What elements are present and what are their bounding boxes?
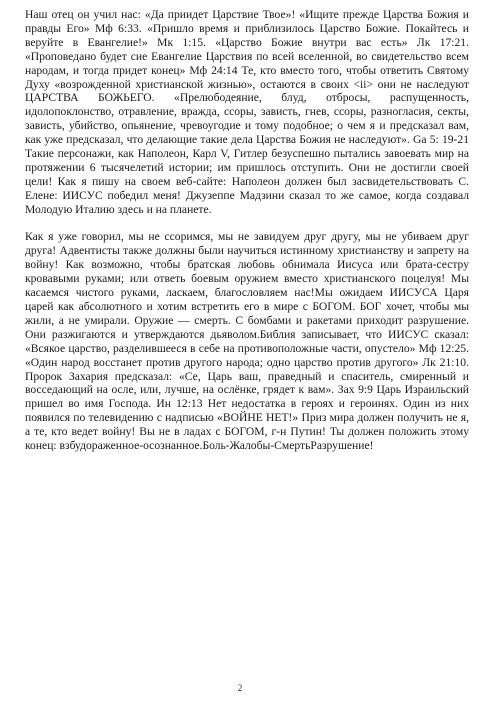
paragraph-2: Как я уже говорил, мы не ссоримся, мы не завидуем друг другу, мы не убиваем друг друга! Адвентисты также должны были научиться истинному христианству и запрету на войну! Как возможно, чтобы братская любовь обнимала Иисуса или брата-сестру кровавыми руками; или ответь боевым оружием вместо христианского поцелуя! Мы касаемся чистого руками, ласкаем, благословляем нас!Мы ожидаем ИИСУСА Царя царей как абсолютного и хотим встретить его в мире с БОГОМ. БОГ хочет, чтобы мы жили, а не умирали. Оружие — смерть. С бомбами и ракетами приходит разрушение. Они разжигаются и утверждаются дьяволом.Библия записывает, что ИИСУС сказал: «Всякое царство, разделившееся в себе на противоположные части, опустело» Мф 12:25. «Один народ восстанет против другого народа; одно царство против другого» Лк 21:10. Пророк Захария предсказал: «Се, Царь ваш, праведный и спаситель, смиренный и восседающий на осле, или, лучше, на ослёнке, грядет к вам». Зах 9:9 Царь Израильский пришел во имя Господа. Ин 12:13 Нет недостатка в героях и героинях. Один из них появился по телевидению с надписью «ВОЙНЕ НЕТ!» Приз мира должен получить не я, а те, кто ведет войну! Вы не в ладах с БОГОМ, г-н Путин! Ты должен положить этому конец: взбудораженное-осознанное.Боль-Жалобы-СмертьРазрушение! — [25, 230, 469, 453]
page-number: 2 — [237, 684, 243, 694]
paragraph-1: Наш отец он учил нас: «Да приидет Царствие Твое»! «Ищите прежде Царства Божия и правды Его» Мф 6:33. «Пришло время и приблизилось Царство Божие. Покайтесь и веруйте в Евангелие!» Мк 1:15. «Царство Божие внутри вас есть» Лк 17:21. «Проповедано будет сие Евангелие Царствия по всей вселенной, во свидетельство всем народам, и тогда придет конец» Мф 24:14 Те, кто вместо того, чтобы ответить Святому Духу «возрожденной христианской жизнью», остаются в своих <ii> они не наследуют ЦАРСТВА БОЖЬЕГО. «Прелюбодеяние, блуд, отбросы, распущенность, идолопоклонство, отравление, вражда, ссоры, зависть, гнев, ссоры, разногласия, секты, зависть, убийство, опьянение, чревоугодие и тому подобное; о чем я и предсказал вам, как уже предсказал, что делающие такие дела Царства Божия не наследуют». Ga 5: 19-21 Такие персонажи, как Наполеон, Карл V, Гитлер безуспешно пытались завоевать мир на протяжении 6 тысячелетий истории; им пришлось отступить. Они не достигли своей цели! Как я пишу на своем веб-сайте: Наполеон должен был засвидетельствовать С. Елене: ИИСУС победил меня! Джузеппе Мадзини сказал то же самое, когда создавал Молодую Италию здесь и на планете. — [25, 8, 469, 216]
document-body — [25, 8, 469, 453]
